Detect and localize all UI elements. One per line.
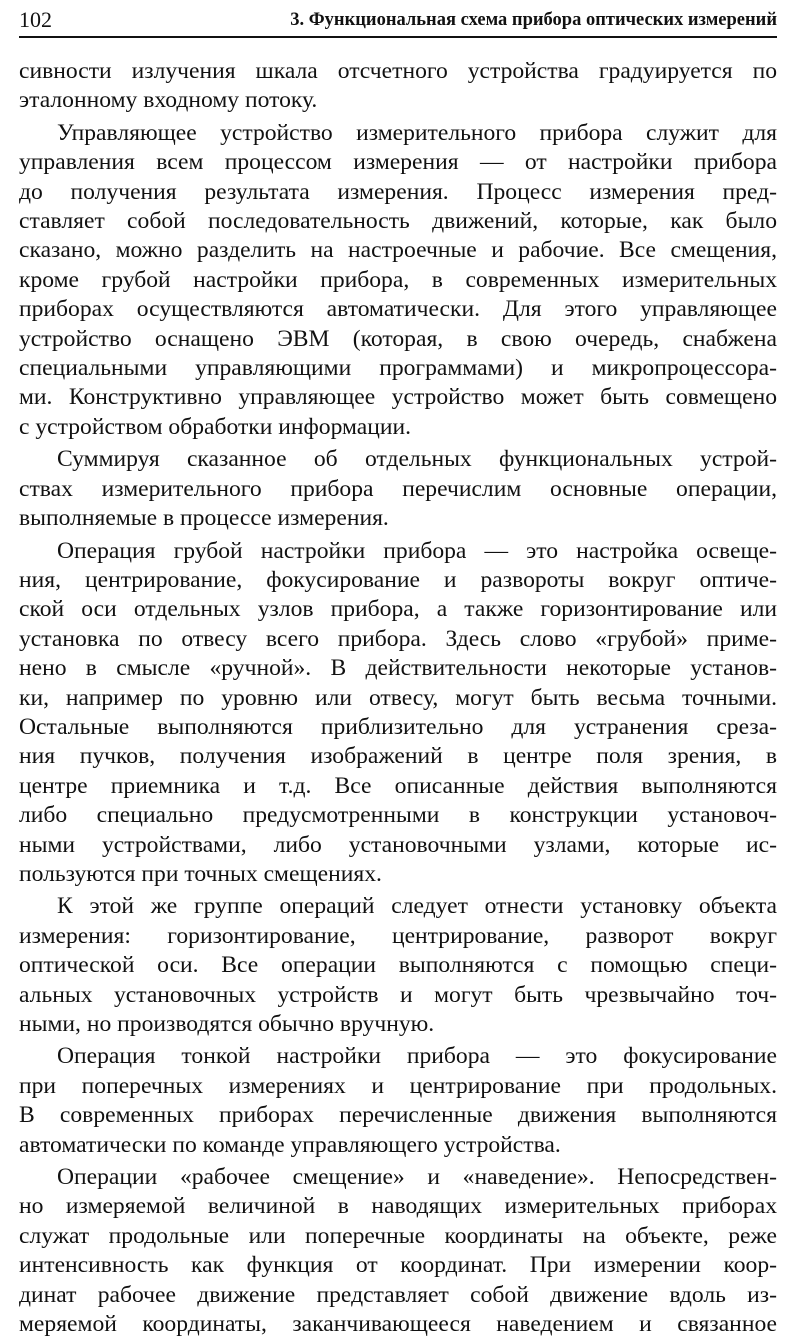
text-line: ными устройствами, либо установочными узлами, которые ис- xyxy=(19,831,777,858)
text-line: оптической оси. Все операции выполняются с помощью специ- xyxy=(19,952,777,979)
text-line: но измеряемой величиной в наводящих измерительных приборах xyxy=(19,1193,777,1220)
text-line: ки, например по уровню или отвесу, могут быть весьма точными. xyxy=(19,684,777,711)
text-line: эталонному входному потоку. xyxy=(19,87,318,114)
text-line: Остальные выполняются приблизительно для устранения среза- xyxy=(19,713,777,740)
text-line: установка по отвесу всего прибора. Здесь слово «грубой» приме- xyxy=(19,625,777,652)
text-line: ния, центрирование, фокусирование и развороты вокруг оптиче- xyxy=(19,566,777,593)
text-line: измерения: горизонтирование, центрирование, разворот вокруг xyxy=(19,922,777,949)
text-line: Суммируя сказанное об отдельных функциональных устрой- xyxy=(57,446,777,473)
paragraph xyxy=(19,1163,777,1339)
text-line: устройство оснащено ЭВМ (которая, в свою очередь, снабжена xyxy=(19,325,777,352)
text-line: с устройством обработки информации. xyxy=(19,413,412,440)
running-head: 3. Функциональная схема прибора оптических измерений xyxy=(290,10,777,30)
text-line: приборах осуществляются автоматически. Для этого управляющее xyxy=(19,296,777,323)
paragraph xyxy=(19,1042,777,1160)
text-line: Операция тонкой настройки прибора — это фокусирование xyxy=(57,1043,777,1070)
text-line: ния пучков, получения изображений в центре поля зрения, в xyxy=(19,743,777,770)
text-line: ской оси отдельных узлов прибора, а также горизонтирование или xyxy=(19,596,777,623)
paragraph xyxy=(19,57,777,116)
text-line: либо специально предусмотренными в конструкции установоч- xyxy=(19,802,777,829)
text-line: Операции «рабочее смещение» и «наведение». Непосредствен- xyxy=(57,1164,777,1191)
page-header xyxy=(19,6,777,38)
paragraph xyxy=(19,892,777,1039)
text-line: специальными управляющими программами) и микропроцессора- xyxy=(19,355,777,382)
text-line: Операция грубой настройки прибора — это настройка освеще- xyxy=(57,537,777,564)
text-line: альных установочных устройств и могут быть чрезвычайно точ- xyxy=(19,981,777,1008)
text-line: выполняемые в процессе измерения. xyxy=(19,505,389,532)
text-line: ствах измерительного прибора перечислим основные операции, xyxy=(19,475,777,502)
text-line: динат рабочее движение представляет собой движение вдоль из- xyxy=(19,1281,777,1308)
text-line: интенсивность как функция от координат. При измерении коор- xyxy=(19,1252,777,1279)
text-line: служат продольные или поперечные координаты на объекте, реже xyxy=(19,1222,777,1249)
text-line: В современных приборах перечисленные движения выполняются xyxy=(19,1102,777,1129)
text-line: сказано, можно разделить на настроечные и рабочие. Все смещения, xyxy=(19,237,777,264)
text-line: пользуются при точных смещениях. xyxy=(19,860,382,887)
text-line: К этой же группе операций следует отнести установку объекта xyxy=(57,893,777,920)
text-line: автоматически по команде управляющего устройства. xyxy=(19,1131,561,1158)
text-line: центре приемника и т.д. Все описанные действия выполняются xyxy=(19,772,777,799)
text-line: нено в смысле «ручной». В действительности некоторые установ- xyxy=(19,655,777,682)
text-line: сивности излучения шкала отсчетного устройства градуируется по xyxy=(19,58,777,84)
page-number: 102 xyxy=(19,7,52,32)
paragraph xyxy=(19,445,777,533)
text-line: ными, но производятся обычно вручную. xyxy=(19,1011,435,1037)
body-text xyxy=(19,57,777,1339)
text-line: при поперечных измерениях и центрирование при продольных. xyxy=(19,1072,777,1099)
text-line: управления всем процессом измерения — от настройки прибора xyxy=(19,149,777,176)
text-line: Управляющее устройство измерительного прибора служит для xyxy=(57,119,777,146)
text-line: меряемой координаты, заканчивающееся наведением и связанное xyxy=(19,1311,777,1338)
paragraph xyxy=(19,537,777,890)
text-line: ми. Конструктивно управляющее устройство может быть совмещено xyxy=(19,384,777,411)
text-line: до получения результата измерения. Процесс измерения пред- xyxy=(19,178,777,205)
paragraph xyxy=(19,119,777,442)
text-line: ставляет собой последовательность движений, которые, как было xyxy=(19,208,777,235)
text-line: кроме грубой настройки прибора, в современных измерительных xyxy=(19,266,777,293)
